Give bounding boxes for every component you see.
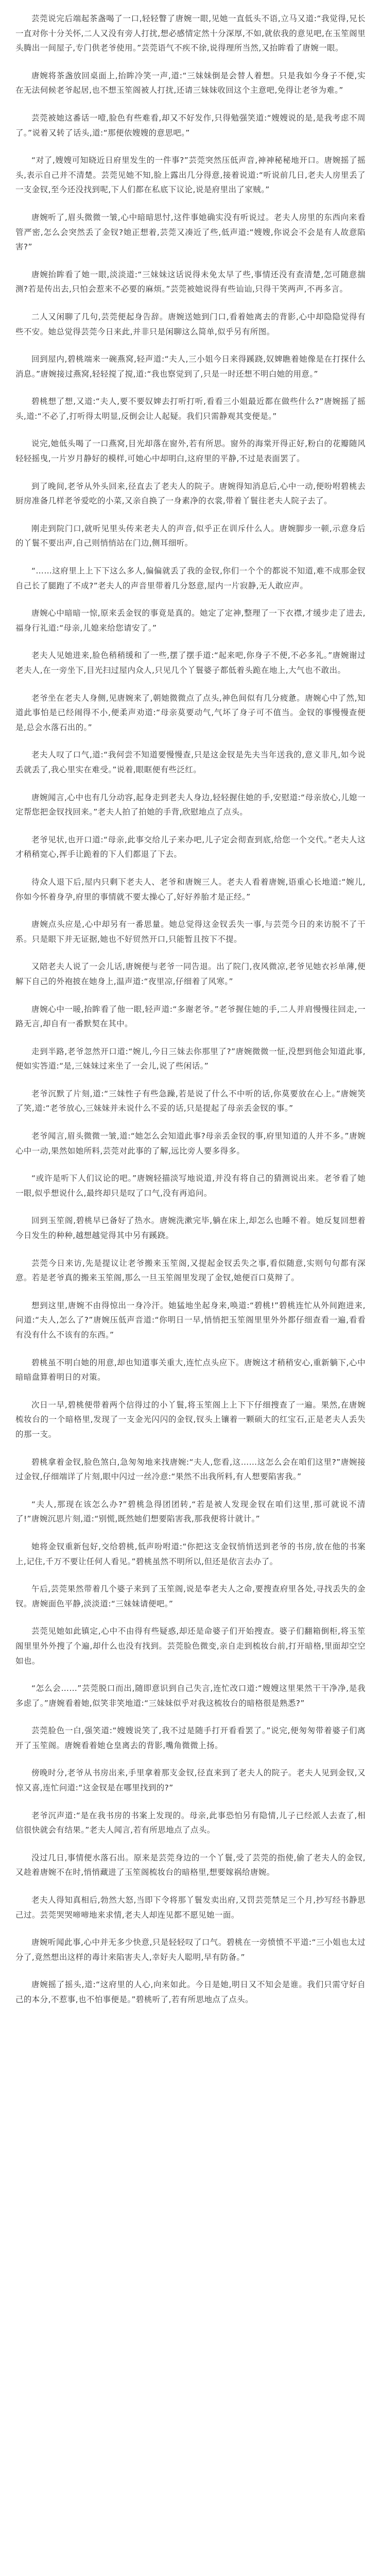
article-paragraph: 二人又闲聊了几句,芸莞便起身告辞。唐婉送她到门口,看着她离去的背影,心中却隐隐觉得有些不安。她总觉得芸莞今日来此,并非只是闲聊这么简单,似乎另有所图。 bbox=[15, 312, 366, 336]
article-paragraph: 芸莞被她这番话一噎,脸色有些难看,却又不好发作,只得勉强笑道:“嫂嫂说的是,是我考虑不周了。”说着又转了话头,道:“那便依嫂嫂的意思吧。” bbox=[15, 113, 366, 138]
article-paragraph: 老爷闻言,眉头微微一皱,道:“她怎么会知道此事?母亲丢金钗的事,府里知道的人并不多。”唐婉心中一动,果然如她所料,芸莞对此事的了解,远比旁人要多得多。 bbox=[15, 1131, 366, 1156]
article-paragraph: 走到半路,老爷忽然开口道:“婉儿,今日三妹去你那里了?”唐婉微微一怔,没想到他会知道此事,便如实答道:“是,三妹妹过来坐了一会儿,说了些闲话。” bbox=[15, 1046, 366, 1071]
article-paragraph: 老夫人见她进来,脸色稍稍缓和了一些,摆了摆手道:“起来吧,你身子不便,不必多礼。”唐婉谢过老夫人,在一旁坐下,目光扫过屋内众人,只见几个丫鬟婆子都低着头跪在地上,大气也不敢出。 bbox=[15, 651, 366, 675]
article-paragraph: “对了,嫂嫂可知晓近日府里发生的一件事?”芸莞突然压低声音,神神秘秘地开口。唐婉摇了摇头,表示自己并不清楚。芸莞见她不知,脸上露出几分得意,接着说道:“听说前几日,老夫人房里丢了一支金钗,至今还没找到呢,下人们都在私底下议论,说是府里出了家贼。” bbox=[15, 156, 366, 195]
article-paragraph: “或许是听下人们议论的吧。”唐婉轻描淡写地说道,并没有将自己的猜测说出来。老爷看了她一眼,似乎想说什么,最终却只是叹了口气,没有再追问。 bbox=[15, 1174, 366, 1198]
article-paragraph: 唐婉将茶盏放回桌面上,抬眸冷笑一声,道:“三妹妹倒是会替人着想。只是我如今身子不便,实在无法伺候老爷起居,也不想玉笙阁被人打扰,还请三妹妹收回这个主意吧,免得让老爷为难。” bbox=[15, 71, 366, 95]
article-paragraph: 老夫人叹了口气,道:“我何尝不知道要慢慢查,只是这金钗是先夫当年送我的,意义非凡,如今说丢就丢了,我心里实在难受。”说着,眼眶便有些泛红。 bbox=[15, 750, 366, 774]
article-paragraph: 她将金钗重新包好,交给碧桃,低声吩咐道:“你把这支金钗悄悄送到老爷的书房,放在他的书案上,记住,千万不要让任何人看见。”碧桃虽然不明所以,但还是依言去办了。 bbox=[15, 1541, 366, 1566]
article-paragraph: 到了晚间,老爷从外头回来,径直去了老夫人的院子。唐婉得知消息后,心中一动,便吩咐碧桃去厨房准备几样老爷爱吃的小菜,又亲自换了一身素净的衣裳,带着丫鬟往老夫人院子去了。 bbox=[15, 481, 366, 506]
article-paragraph: 唐婉闻言,心中也有几分动容,起身走到老夫人身边,轻轻握住她的手,安慰道:“母亲放心,儿媳一定帮您把金钗找回来。”老夫人拍了拍她的手背,欣慰地点了点头。 bbox=[15, 792, 366, 817]
article-paragraph: 老爷坐在老夫人身侧,见唐婉来了,朝她微微点了点头,神色间似有几分疲惫。唐婉心中了然,知道此事怕是已经闹得不小,便柔声劝道:“母亲莫要动气,气坏了身子可不值当。金钗的事慢慢查便是,总会水落石出的。” bbox=[15, 693, 366, 732]
article-paragraph: 唐婉心中暗暗一惊,原来丢金钗的事竟是真的。她定了定神,整理了一下衣襟,才缓步走了进去,福身行礼道:“母亲,儿媳来给您请安了。” bbox=[15, 608, 366, 633]
article-paragraph: 次日一早,碧桃便带着两个信得过的小丫鬟,将玉笙阁上上下下仔细搜查了一遍。果然,在唐婉梳妆台的一个暗格里,发现了一支金光闪闪的金钗,钗头上镶着一颗硕大的红宝石,正是老夫人丢失的那一支。 bbox=[15, 1400, 366, 1439]
article-paragraph: “……这府里上上下下这么多人,偏偏就丢了我的金钗,你们一个个的都说不知道,难不成那金钗自己长了腿跑了不成?”老夫人的声音里带着几分怒意,屋内一片寂静,无人敢应声。 bbox=[15, 566, 366, 590]
article-paragraph: 没过几日,事情便水落石出。原来是芸莞身边的一个丫鬟,受了芸莞的指使,偷了老夫人的金钗,又趁着唐婉不在时,悄悄藏进了玉笙阁梳妆台的暗格里,想要嫁祸给唐婉。 bbox=[15, 1853, 366, 1877]
article-paragraph: 刚走到院门口,就听见里头传来老夫人的声音,似乎正在训斥什么人。唐婉脚步一顿,示意身后的丫鬟不要出声,自己则悄悄站在门边,侧耳细听。 bbox=[15, 523, 366, 548]
article-paragraph: 碧桃拿着金钗,脸色煞白,急匆匆地来找唐婉:“夫人,您看,这……这怎么会在咱们这里?”唐婉接过金钗,仔细端详了片刻,眼中闪过一丝冷意:“果然不出我所料,有人想要陷害我。” bbox=[15, 1457, 366, 1482]
article-paragraph: 唐婉摇了摇头,道:“这府里的人心,向来如此。今日是她,明日又不知会是谁。我们只需守好自己的本分,不惹事,也不怕事便是。”碧桃听了,若有所思地点了点头。 bbox=[15, 1980, 366, 2004]
article-paragraph: 芸莞今日来访,先是提议让老爷搬来玉笙阁,又提起金钗丢失之事,看似随意,实则句句都有深意。若是老爷真的搬来玉笙阁,那么一旦玉笙阁里发现了金钗,她便百口莫辩了。 bbox=[15, 1258, 366, 1283]
article-paragraph: 又陪老夫人说了一会儿话,唐婉便与老爷一同告退。出了院门,夜风微凉,老爷见她衣衫单薄,便解下自己的外袍披在她身上,温声道:“夜里凉,仔细着了风寒。” bbox=[15, 962, 366, 986]
article-paragraph: 芸莞说完后端起茶盏喝了一口,轻轻瞥了唐婉一眼,见她一直低头不语,立马又道:“我觉得,兄长一直对你十分关怀,二人又没有旁人打扰,想必感情定然十分深厚,不如,就依我的意见吧,在玉笙阁里头腾出一间屋子,专门供老爷使用。”芸莞语气不疾不徐,说得理所当然,又抬眸看了唐婉一眼。 bbox=[15, 14, 366, 53]
article-paragraph: 老夫人得知真相后,勃然大怒,当即下令将那丫鬟发卖出府,又罚芸莞禁足三个月,抄写经书静思己过。芸莞哭哭啼啼地来求情,老夫人却连见都不愿见她一面。 bbox=[15, 1895, 366, 1920]
article-paragraph: 待众人退下后,屋内只剩下老夫人、老爷和唐婉三人。老夫人看着唐婉,语重心长地道:“婉儿,你如今怀着身孕,府里的事情就不要太操心了,好好养胎才是正经。” bbox=[15, 877, 366, 902]
article-paragraph: 想到这里,唐婉不由得惊出一身冷汗。她猛地坐起身来,唤道:“碧桃!”碧桃连忙从外间跑进来,问道:“夫人,怎么了?”唐婉压低声音道:“你明日一早,悄悄把玉笙阁里里外外都仔细查看一遍,看看有没有什么不该有的东西。” bbox=[15, 1300, 366, 1340]
article-paragraph: 芸莞见她如此镇定,心中不由得有些疑惑,却还是命婆子们开始搜查。婆子们翻箱倒柜,将玉笙阁里里外外搜了个遍,却什么也没有找到。芸莞脸色微变,亲自走到梳妆台前,打开暗格,里面却空空如也。 bbox=[15, 1626, 366, 1666]
article-paragraph: 唐婉点头应是,心中却另有一番思量。她总觉得这金钗丢失一事,与芸莞今日的来访脱不了干系。只是眼下并无证据,她也不好贸然开口,只能暂且按下不提。 bbox=[15, 920, 366, 944]
article-paragraph: 回到玉笙阁,碧桃早已备好了热水。唐婉洗漱完毕,躺在床上,却怎么也睡不着。她反复回想着今日发生的种种,越想越觉得其中另有蹊跷。 bbox=[15, 1216, 366, 1241]
article-paragraph: 唐婉心中一暖,抬眸看了他一眼,轻声道:“多谢老爷。”老爷握住她的手,二人并肩慢慢往回走,一路无言,却自有一番默契在其中。 bbox=[15, 1004, 366, 1029]
article-paragraph: 回到屋内,碧桃端来一碗燕窝,轻声道:“夫人,三小姐今日来得蹊跷,奴婢瞧着她像是在打探什么消息。”唐婉接过燕窝,轻轻搅了搅,道:“我也察觉到了,只是一时还想不明白她的用意。” bbox=[15, 354, 366, 379]
article-paragraph: 碧桃想了想,又道:“夫人,要不要奴婢去打听打听,看看三小姐最近都在做些什么?”唐婉摇了摇头,道:“不必了,打听得太明显,反倒会让人起疑。我们只需静观其变便是。” bbox=[15, 397, 366, 421]
article-paragraph: 午后,芸莞果然带着几个婆子来到了玉笙阁,说是奉老夫人之命,要搜查府里各处,寻找丢失的金钗。唐婉面色平静,淡淡道:“三妹妹请便吧。” bbox=[15, 1584, 366, 1608]
article-paragraph: 唐婉听了,眉头微微一皱,心中暗暗思忖,这件事她确实没有听说过。老夫人房里的东西向来看管严密,怎么会突然丢了金钗?她正想着,芸莞又凑近了些,低声道:“嫂嫂,你说会不会是有人故意陷害?” bbox=[15, 212, 366, 252]
article-paragraph: 傍晚时分,老爷从书房出来,手里拿着那支金钗,径直来到了老夫人的院子。老夫人见到金钗,又惊又喜,连忙问道:“这金钗是在哪里找到的?” bbox=[15, 1768, 366, 1793]
article-paragraph: 唐婉听闻此事,心中并无多少快意,只是轻轻叹了口气。碧桃在一旁愤愤不平道:“三小姐也太过分了,竟然想出这样的毒计来陷害夫人,幸好夫人聪明,早有防备。” bbox=[15, 1938, 366, 1962]
article-paragraph: “夫人,那现在该怎么办?”碧桃急得团团转,“若是被人发现金钗在咱们这里,那可就说不清了!”唐婉沉思片刻,道:“别慌,既然她们想要陷害我,那我便将计就计。” bbox=[15, 1499, 366, 1524]
article-paragraph: “怎么会……”芸莞脱口而出,随即意识到自己失言,连忙改口道:“嫂嫂这里果然干干净净,是我多虑了。”唐婉看着她,似笑非笑地道:“三妹妹似乎对我这梳妆台的暗格很是熟悉?” bbox=[15, 1684, 366, 1708]
article-paragraph: 老爷沉默了片刻,道:“三妹性子有些急躁,若是说了什么不中听的话,你莫要放在心上。”唐婉笑了笑,道:“老爷放心,三妹妹并未说什么不妥的话,只是提起了母亲丢金钗的事。” bbox=[15, 1089, 366, 1113]
article-paragraph: 老爷沉声道:“是在我书房的书案上发现的。母亲,此事恐怕另有隐情,儿子已经派人去查了,相信很快就会有结果。”老夫人闻言,若有所思地点了点头。 bbox=[15, 1810, 366, 1835]
article-paragraph: 芸莞脸色一白,强笑道:“嫂嫂说笑了,我不过是随手打开看看罢了。”说完,便匆匆带着婆子们离开了玉笙阁。唐婉看着她仓皇离去的背影,嘴角微微上扬。 bbox=[15, 1726, 366, 1750]
article-paragraph: 老爷见状,也开口道:“母亲,此事交给儿子来办吧,儿子定会彻查到底,给您一个交代。”老夫人这才稍稍宽心,挥手让跪着的下人们都退了下去。 bbox=[15, 835, 366, 859]
article-paragraph: 碧桃虽不明白她的用意,却也知道事关重大,连忙点头应下。唐婉这才稍稍安心,重新躺下,心中暗暗盘算着明日的对策。 bbox=[15, 1358, 366, 1382]
article-paragraph: 唐婉抬眸看了她一眼,淡淡道:“三妹妹这话说得未免太早了些,事情还没有查清楚,怎可随意揣测?若是传出去,只怕会惹来不必要的麻烦。”芸莞被她说得有些讪讪,只得干笑两声,不再多言。 bbox=[15, 269, 366, 294]
article-paragraph: 说完,她低头喝了一口燕窝,目光却落在窗外,若有所思。窗外的海棠开得正好,粉白的花瓣随风轻轻摇曳,一片岁月静好的模样,可她心中却明白,这府里的平静,不过是表面罢了。 bbox=[15, 439, 366, 464]
